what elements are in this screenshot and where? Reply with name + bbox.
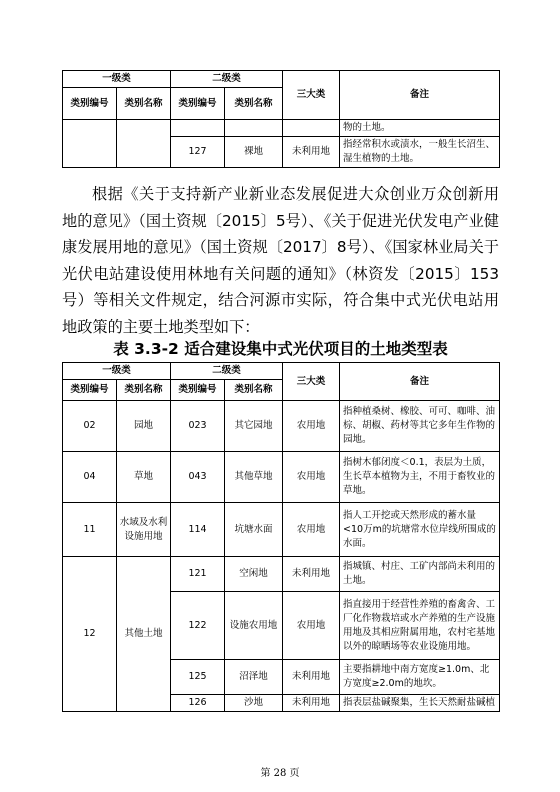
suitable-land-type-table [62,362,500,712]
cell-name2: 其他草地 [225,452,283,503]
header-code2: 类别编号 [171,88,225,120]
cell-code1: 04 [63,452,117,503]
land-type-table-continued [62,70,500,168]
cell-three: 农用地 [283,592,340,660]
cell-name2: 其它园地 [225,401,283,452]
table-row [63,120,500,137]
cell-three [283,120,340,137]
cell-three: 未利用地 [283,660,340,695]
cell-name2: 裸地 [225,137,283,168]
table-row [63,503,500,557]
header-level2: 二级类 [171,71,283,88]
cell-code2: 023 [171,401,225,452]
cell-code2: 125 [171,660,225,695]
paragraph-text: 根据《关于支持新产业新业态发展促进大众创业万众创新用地的意见》（国土资规〔2015〕5号）、《关于促进光伏发电产业健康发展用地的意见》（国土资规〔2017〕8号）、《国家林业局关于光伏电站建设使用林地有关问题的通知》（林资发〔2015〕153号）等相关文件规定，结合河源市实际，符合集中式光伏电站用地政策的主要土地类型如下： [62,185,499,336]
header-code1: 类别编号 [63,380,117,401]
header-name1: 类别名称 [117,380,171,401]
cell-note: 主要指耕地中南方宽度≥1.0m、北方宽度≥2.0m的地坎。 [340,660,500,695]
header-name2: 类别名称 [225,88,283,120]
header-note: 备注 [340,71,500,120]
cell-note: 指人工开挖或天然形成的蓄水量<10万m的坑塘常水位岸线所围成的水面。 [340,503,500,557]
cell-code2: 121 [171,557,225,592]
table-caption: 表 3.3-2 适合建设集中式光伏项目的土地类型表 [113,340,448,358]
cell-three: 农用地 [283,503,340,557]
cell-code2: 127 [171,137,225,168]
cell-three: 农用地 [283,401,340,452]
cell-name2 [225,120,283,137]
cell-code1: 02 [63,401,117,452]
cell-code2: 114 [171,503,225,557]
cell-name2: 沼泽地 [225,660,283,695]
cell-name2: 沙地 [225,695,283,712]
table-row [63,557,500,592]
cell-three: 农用地 [283,452,340,503]
header-level1: 一级类 [63,71,171,88]
table-row [63,452,500,503]
cell-code1 [63,120,117,168]
cell-three: 未利用地 [283,137,340,168]
cell-code2: 122 [171,592,225,660]
cell-name2: 坑塘水面 [225,503,283,557]
header-name1: 类别名称 [117,88,171,120]
header-three-category: 三大类 [283,71,340,120]
cell-note: 指直接用于经营性养殖的畜禽舍、工厂化作物栽培或水产养殖的生产设施用地及其相应附属用地，农村宅基地以外的晾晒场等农业设施用地。 [340,592,500,660]
table-row [63,401,500,452]
header-three-category: 三大类 [283,363,340,401]
cell-code1: 12 [63,557,117,712]
header-code1: 类别编号 [63,88,117,120]
cell-code2: 043 [171,452,225,503]
header-code2: 类别编号 [171,380,225,401]
cell-note: 指城镇、村庄、工矿内部尚未利用的土地。 [340,557,500,592]
cell-three: 未利用地 [283,695,340,712]
header-note: 备注 [340,363,500,401]
cell-note: 指经常积水或渍水，一般生长沼生、湿生植物的土地。 [340,137,500,168]
cell-note: 指树木郁闭度＜0.1，表层为土质，生长草本植物为主，不用于畜牧业的草地。 [340,452,500,503]
cell-name2: 空闲地 [225,557,283,592]
cell-three: 未利用地 [283,557,340,592]
cell-name2: 设施农用地 [225,592,283,660]
header-level1: 一级类 [63,363,171,380]
cell-code2 [171,120,225,137]
cell-name1: 其他土地 [117,557,171,712]
cell-name1 [117,120,171,168]
cell-note: 物的土地。 [340,120,500,137]
page-number: 第 28 页 [260,768,300,779]
body-paragraph [62,181,499,341]
cell-name1: 草地 [117,452,171,503]
cell-code2: 126 [171,695,225,712]
cell-name1: 园地 [117,401,171,452]
cell-note: 指表层盐碱聚集，生长天然耐盐碱植 [340,695,500,712]
cell-note: 指种植桑树、橡胶、可可、咖啡、油棕、胡椒、药材等其它多年生作物的园地。 [340,401,500,452]
cell-name1: 水域及水利设施用地 [117,503,171,557]
header-level2: 二级类 [171,363,283,380]
header-name2: 类别名称 [225,380,283,401]
cell-code1: 11 [63,503,117,557]
